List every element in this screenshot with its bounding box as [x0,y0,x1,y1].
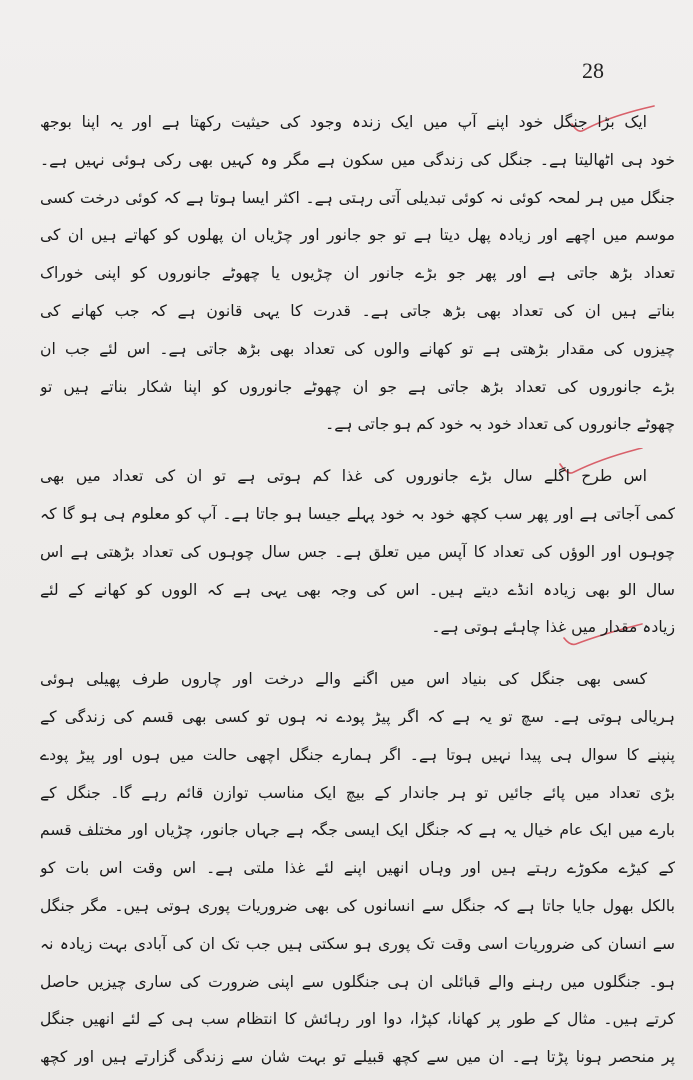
text-line: کرتے ہیں۔ مثال کے طور پر کھانا، کپڑا، دوا اور رہائش کا انتظام سب ہی کے لئے انھیں جنگل [40,1010,675,1029]
body-text [40,104,675,1080]
text-line: چوہوں اور الوؤں کی تعداد کا آپس میں تعلق ہے۔ جس سال چوہوں کی تعداد بڑھتی ہے اس [40,542,675,561]
text-line: جنگل میں ہر لمحہ کوئی نہ کوئی تبدیلی آتی رہتی ہے۔ اکثر ایسا ہوتا ہے کہ کوئی درخت کسی [40,188,675,207]
text-line: سال الو بھی زیادہ انڈے دیتے ہیں۔ اس کی وجہ بھی یہی ہے کہ الووں کو کھانے کے لئے [40,580,675,599]
text-line: اس طرح اگلے سال بڑے جانوروں کی غذا کم ہوتی ہے تو ان کی تعداد میں بھی [40,467,647,486]
text-line: زیادہ مقدار میں غذا چاہئے ہوتی ہے۔ [431,618,675,637]
text-line: تعداد بڑھ جاتی ہے اور پھر جو بڑے جانور ان چڑیوں یا چھوٹے جانوروں کو اپنی خوراک [40,264,675,283]
paragraph [40,104,675,444]
text-line: کمی آجاتی ہے اور پھر سب کچھ خود بہ خود پہلے جیسا ہو جاتا ہے۔ آپ کو معلوم ہی ہو گا کہ [40,504,675,523]
paragraph [40,458,675,647]
text-line: بارے میں ایک عام خیال یہ ہے کہ جنگل ایک ایسی جگہ ہے جہاں جانور، چڑیاں اور مختلف قسم [40,821,675,840]
text-line: پنپنے کا سوال ہی پیدا نہیں ہوتا ہے۔ اگر ہمارے جنگل اچھی حالت میں ہوں اور پیڑ پودے [40,745,675,764]
text-line: کے کیڑے مکوڑے رہتے ہیں اور وہاں انھیں اپنے لئے غذا ملتی ہے۔ اس وقت اس بات کو [40,859,675,878]
paragraph [40,661,675,1077]
text-line: بناتے ہیں ان کی تعداد بھی بڑھ جاتی ہے۔ قدرت کا یہی قانون ہے کہ جب کھانے کی [40,301,675,320]
text-line: خود ہی اٹھالیتا ہے۔ جنگل کی زندگی میں سکون ہے مگر وہ کہیں بھی رکی ہوئی نہیں ہے۔ [40,150,675,169]
text-line: بڑے جانوروں کی تعداد بڑھ جاتی ہے جو ان چھوٹے جانوروں کو اپنا شکار بناتے ہیں تو [40,377,675,396]
text-line: بالکل بھول جایا جاتا ہے کہ جنگل سے انسانوں کی بھی ضروریات پوری ہوتی ہیں۔ مگر جنگل [40,896,675,915]
page-number: 28 [582,58,604,83]
text-line: موسم میں اچھے اور زیادہ پھل دیتا ہے تو جو جانور اور چڑیاں ان پھلوں کو کھاتے ہیں ان کی [40,226,675,245]
text-line: بڑی تعداد میں پائے جائیں تو ہر جاندار کے بیچ ایک مناسب توازن قائم رہے گا۔ جنگل کے [40,783,675,802]
text-line: ہریالی ہوتی ہے۔ سچ تو یہ ہے کہ اگر پیڑ پودے نہ ہوں تو کسی بھی قسم کی زندگی کے [40,707,675,726]
text-line: چھوٹے جانوروں کی تعداد خود بہ خود کم ہو جاتی ہے۔ [325,415,675,434]
text-line: کسی بھی جنگل کی بنیاد اس میں اگنے والے درخت اور چاروں طرف پھیلی ہوئی [40,670,647,689]
text-line: ہو۔ جنگلوں میں رہنے والے قبائلی ان ہی جنگلوں سے اپنی ضرورت کی ساری چیزیں حاصل [40,972,675,991]
text-line: سے انسان کی ضروریات اسی وقت تک پوری ہو سکتی ہیں جب تک ان کی آبادی بہت زیادہ نہ [40,934,675,953]
text-line: پر منحصر ہونا پڑتا ہے۔ ان میں سے کچھ قبیلے تو بہت شان سے زندگی گزارتے ہیں اور کچھ [40,1048,675,1067]
text-line: ایک بڑا جنگل خود اپنے آپ میں ایک زندہ وجود کی حیثیت رکھتا ہے اور یہ اپنا بوجھ [40,113,647,131]
text-line: چیزوں کی مقدار بڑھتی ہے تو کھانے والوں کی تعداد بھی بڑھ جاتی ہے۔ اس لئے جب ان [40,339,675,358]
